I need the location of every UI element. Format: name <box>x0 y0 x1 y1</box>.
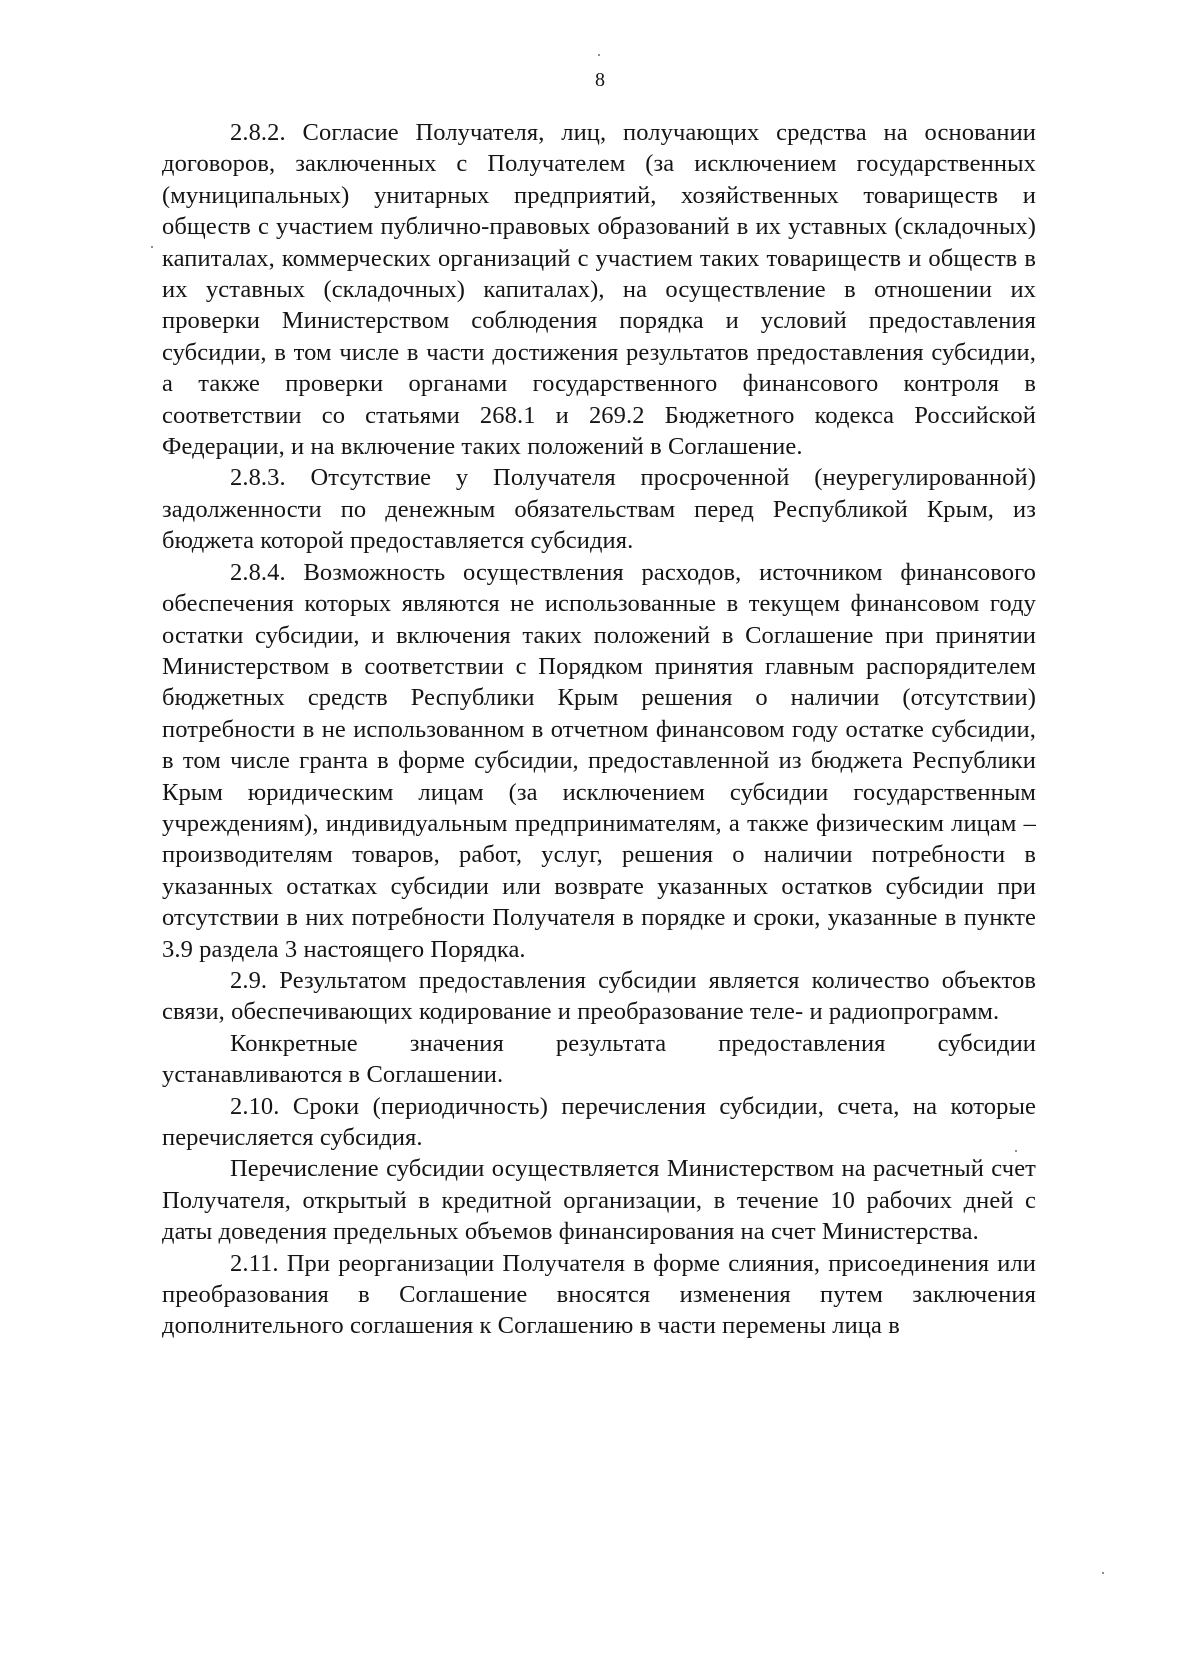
scan-speck <box>1015 1150 1017 1152</box>
paragraph-transfer: Перечисление субсидии осуществляется Министерством на расчетный счет Получателя, открытый в кредитной организации, в течение 10 рабочих дней с даты доведения предельных объемов финансирования на счет Министерства. <box>162 1155 1036 1246</box>
page-number: 8 <box>595 69 605 91</box>
paragraph-2-11: 2.11. При реорганизации Получателя в форме слияния, присоединения или преобразования в Соглашение вносятся изменения путем заключения дополнительного соглашения к Соглашению в части перемены лица в <box>162 1249 1036 1340</box>
document-body <box>162 117 1036 1342</box>
paragraph-2-8-3: 2.8.3. Отсутствие у Получателя просроченной (неурегулированной) задолженности по денежным обязательствам перед Республикой Крым, из бюджета которой предоставляется субсидия. <box>162 464 1036 555</box>
paragraph-2-10: 2.10. Сроки (периодичность) перечисления субсидии, счета, на которые перечисляется субсидия. <box>162 1092 1036 1151</box>
paragraph-2-8-4: 2.8.4. Возможность осуществления расходов, источником финансового обеспечения которых являются не использованные в текущем финансовом году остатки субсидии, и включения таких положений в Соглашение при принятии Министерством в соответствии с Порядком принятия главным распорядителем бюджетных средств Республики Крым решения о наличии (отсутствии) потребности в не использованном в отчетном финансовом году остатке субсидии, в том числе гранта в форме субсидии, предоставленной из бюджета Республики Крым юридическим лицам (за исключением субсидии государственным учреждениям), индивидуальным предпринимателям, а также физическим лицам – производителям товаров, работ, услуг, решения о наличии потребности в указанных остатках субсидии или возврате указанных остатков субсидии при отсутствии в них потребности Получателя в порядке и сроки, указанные в пункте 3.9 раздела 3 настоящего Порядка. <box>162 558 1036 963</box>
paragraph-2-8-2: 2.8.2. Согласие Получателя, лиц, получающих средства на основании договоров, заключенных с Получателем (за исключением государственных (муниципальных) унитарных предприятий, хозяйственных товариществ и обществ с участием публично-правовых образований в их уставных (складочных) капиталах, коммерческих организаций с участием таких товариществ и обществ в их уставных (складочных) капиталах), на осуществление в отношении их проверки Министерством соблюдения порядка и условий предоставления субсидии, в том числе в части достижения результатов предоставления субсидии, а также проверки органами государственного финансового контроля в соответствии со статьями 268.1 и 269.2 Бюджетного кодекса Российской Федерации, и на включение таких положений в Соглашение. <box>162 119 1036 461</box>
paragraph-2-9: 2.9. Результатом предоставления субсидии является количество объектов связи, обеспечивающих кодирование и преобразование теле- и радиопрограмм. <box>162 966 1036 1026</box>
paragraph-result-values: Конкретные значения результата предоставления субсидии устанавливаются в Соглашении. <box>162 1029 1036 1089</box>
scan-speck <box>1102 1572 1104 1574</box>
scan-speck <box>598 54 600 56</box>
scan-speck <box>151 246 153 248</box>
